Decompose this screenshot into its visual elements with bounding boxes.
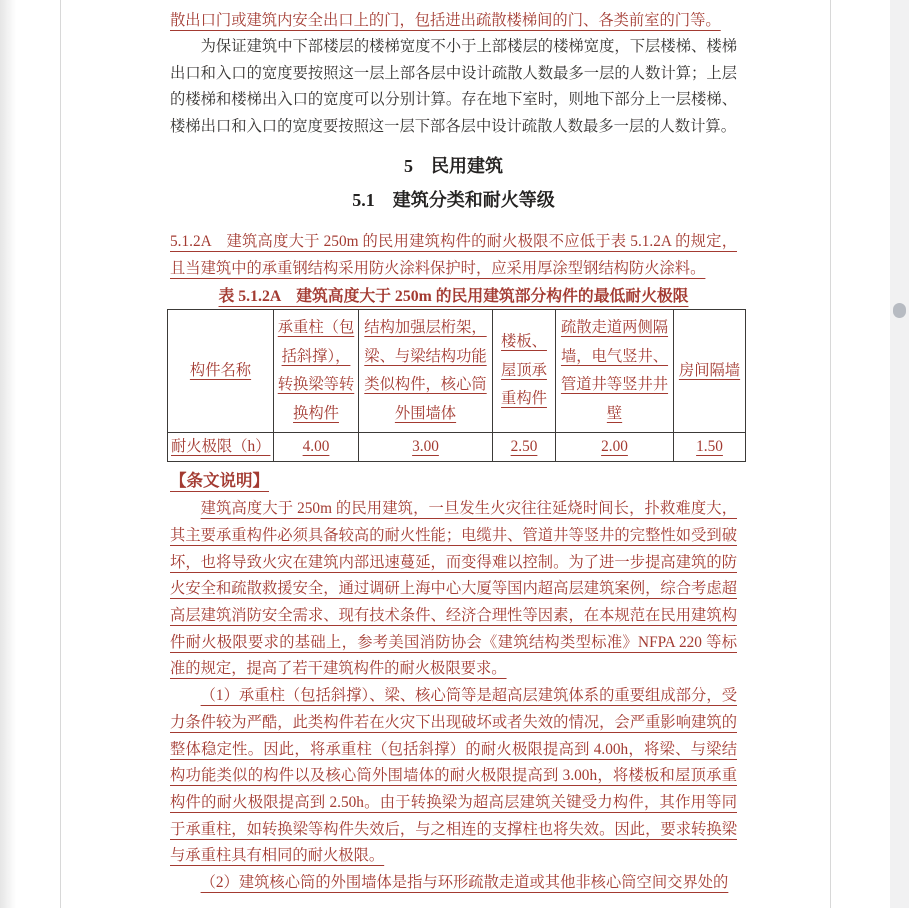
scrollbar-track[interactable] <box>890 0 909 908</box>
header-cell-bearing-column: 承重柱（包括斜撑），转换梁等转换构件 <box>274 310 359 433</box>
section-heading: 5.1 建筑分类和耐火等级 <box>352 190 555 211</box>
header-cell-component-name: 构件名称 <box>168 310 274 433</box>
table-caption: 表 5.1.2A 建筑高度大于 250m 的民用建筑部分构件的最低耐火极限 <box>218 288 689 306</box>
fire-resistance-table <box>167 309 746 462</box>
commentary-paragraph-1: 建筑高度大于 250m 的民用建筑，一旦发生火灾往往延烧时间长，扑救难度大，其主要承重构件必须具备较高的耐火性能；电缆井、管道井等竖井的完整性如受到破坏，也将导致火灾在建筑内部迅速蔓延，而变得难以控制。为了进一步提高建筑的防火安全和疏散救援安全，通过调研上海中心大厦等国内超高层建筑案例，综合考虑超高层建筑消防安全需求、现有技术条件、经济合理性等因素，在本规范在民用建筑构件耐火极限要求的基础上，参考美国消防协会《建筑结构类型标准》NFPA 220 等标准的规定，提高了若干建筑构件的耐火极限要求。 <box>170 500 737 678</box>
commentary-paragraph-2: （1）承重柱（包括斜撑）、梁、核心筒等是超高层建筑体系的重要组成部分，受力条件较为严酷，此类构件若在火灾下出现破坏或者失效的情况，会严重影响建筑的整体稳定性。因此，将承重柱（包括斜撑）的耐火极限提高到 4.00h，将梁、与梁结构功能类似的构件以及核心筒外围墙体的耐火极限提高到 3.00h，将楼板和屋顶承重构件的耐火极限提高到 2.50h。由于转换梁为超高层建筑关键受力构件，其作用等同于承重柱，如转换梁等构件失效后，与之相连的支撑柱也将失效。因此，要求转换梁与承重柱具有相同的耐火极限。 <box>170 687 737 865</box>
commentary-paragraph-3: （2）建筑核心筒的外围墙体是指与环形疏散走道或其他非核心筒空间交界处的 <box>200 874 729 892</box>
clause-5-1-2a: 5.1.2A 建筑高度大于 250m 的民用建筑构件的耐火极限不应低于表 5.1.2A 的规定，且当建筑中的承重钢结构采用防火涂料保护时，应采用厚涂型钢结构防火涂料。 <box>170 233 737 277</box>
continuation-line: 散出口门或建筑内安全出口上的门，包括进出疏散楼梯间的门、各类前室的门等。 <box>170 12 721 29</box>
header-cell-floor-roof: 楼板、屋顶承重构件 <box>493 310 556 433</box>
value-cell-2-5h: 2.50 <box>493 433 556 462</box>
value-cell-1-5h: 1.50 <box>674 433 746 462</box>
value-cell-3h: 3.00 <box>359 433 493 462</box>
intro-paragraph: 为保证建筑中下部楼层的楼梯宽度不小于上部楼层的楼梯宽度，下层楼梯、楼梯出口和入口的宽度要按照这一层上部各层中设计疏散人数最多一层的人数计算；上层的楼梯和楼梯出入口的宽度可以分别计算。存在地下室时，则地下部分上一层楼梯、楼梯出口和入口的宽度要按照这一层下部各层中设计疏散人数最多一层的人数计算。 <box>170 38 737 135</box>
value-cell-2h: 2.00 <box>556 433 674 462</box>
chapter-heading: 5 民用建筑 <box>404 156 503 177</box>
header-cell-room-partition: 房间隔墙 <box>674 310 746 433</box>
header-cell-truss-beam: 结构加强层桁架，梁、与梁结构功能类似构件，核心筒外围墙体 <box>359 310 493 433</box>
document-page <box>61 0 830 908</box>
header-cell-corridor-shaft: 疏散走道两侧隔墙，电气竖井、管道井等竖井井壁 <box>556 310 674 433</box>
viewer-edge-shadow <box>0 0 16 908</box>
commentary-label: 【条文说明】 <box>170 471 269 491</box>
value-cell-4h: 4.00 <box>274 433 359 462</box>
scrollbar-thumb[interactable] <box>893 303 906 318</box>
page-right-border <box>830 0 831 908</box>
commentary-section <box>170 496 737 897</box>
table-value-row <box>168 433 746 462</box>
table-header-row <box>168 310 746 433</box>
value-cell-label: 耐火极限（h） <box>168 433 274 462</box>
